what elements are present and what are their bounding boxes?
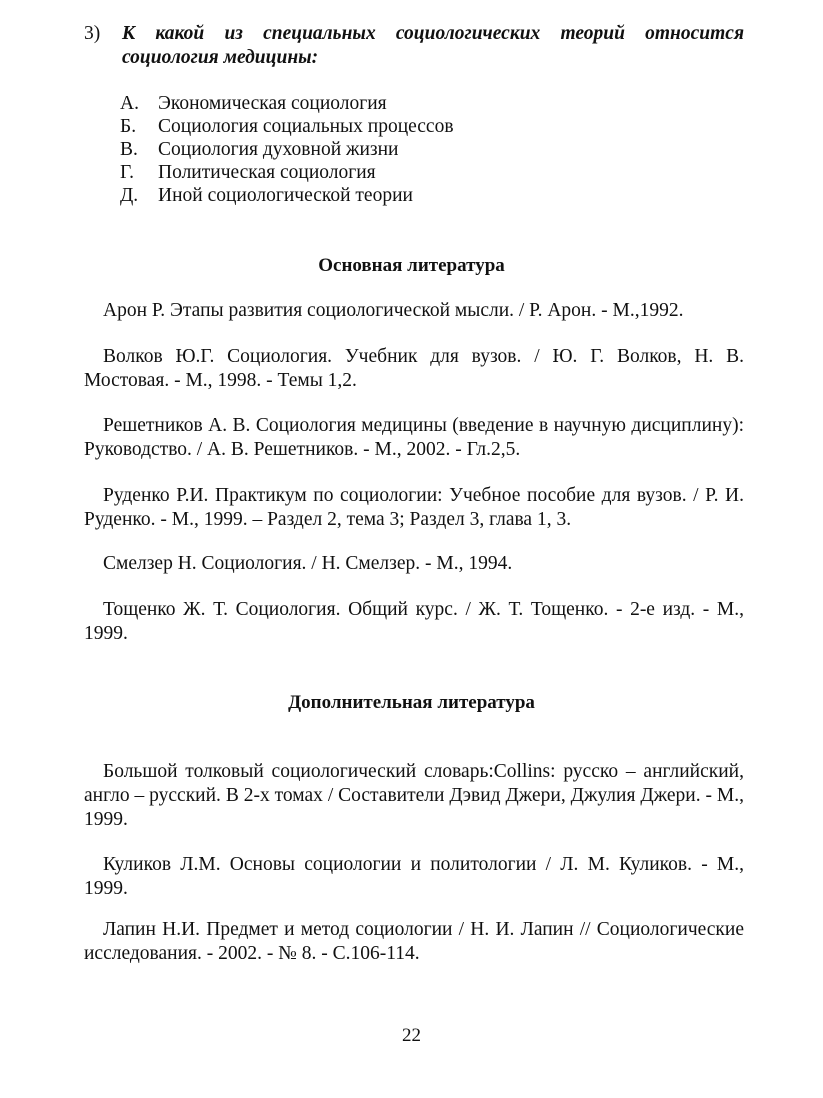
option-letter: В. (120, 139, 138, 160)
main-reference: Волков Ю.Г. Социология. Учебник для вузов. / Ю. Г. Волков, Н. В. Мостовая. - М., 1998. - Темы 1,2. (84, 346, 744, 391)
option-letter: Г. (120, 162, 134, 183)
answer-options (120, 92, 680, 207)
additional-literature-heading: Дополнительная литература (288, 692, 535, 713)
main-reference: Руденко Р.И. Практикум по социологии: Учебное пособие для вузов. / Р. И. Руденко. - М., 1999. – Раздел 2, тема 3; Раздел 3, глава 1, 3. (84, 485, 744, 530)
option-text: Иной социологической теории (158, 185, 413, 206)
option-text: Социология социальных процессов (158, 116, 454, 137)
option-text: Социология духовной жизни (158, 139, 399, 160)
answer-option (120, 115, 680, 138)
additional-reference: Лапин Н.И. Предмет и метод социологии / Н. И. Лапин // Социологические исследования. - 2002. - № 8. - С.106-114. (84, 919, 744, 964)
option-letter: Б. (120, 116, 137, 137)
additional-reference: Большой толковый социологический словарь:Collins: русско – английский, англо – русский. В 2-х томах / Составители Дэвид Джери, Джулия Джери. - М., 1999. (84, 761, 744, 830)
answer-option (120, 184, 680, 207)
answer-option (120, 92, 680, 115)
page-number: 22 (402, 1025, 421, 1046)
main-reference: Решетников А. В. Социология медицины (введение в научную дисциплину): Руководство. / А. В. Решетников. - М., 2002. - Гл.2,5. (84, 415, 744, 460)
option-text: Политическая социология (158, 162, 376, 183)
main-reference: Тощенко Ж. Т. Социология. Общий курс. / Ж. Т. Тощенко. - 2-е изд. - М., 1999. (84, 599, 744, 644)
additional-reference: Куликов Л.М. Основы социологии и политологии / Л. М. Куликов. - М., 1999. (84, 854, 744, 899)
question-number: 3) (84, 23, 101, 44)
answer-option (120, 138, 680, 161)
option-letter: А. (120, 93, 139, 114)
question-text: К какой из специальных социологических теорий относится социология медицины: (122, 23, 744, 68)
option-letter: Д. (120, 185, 139, 206)
main-reference: Смелзер Н. Социология. / Н. Смелзер. - М., 1994. (103, 553, 513, 574)
test-question (84, 22, 744, 70)
option-text: Экономическая социология (158, 93, 387, 114)
main-reference: Арон Р. Этапы развития социологической мысли. / Р. Арон. - М.,1992. (103, 300, 684, 321)
answer-option (120, 161, 680, 184)
main-literature-heading: Основная литература (318, 255, 505, 276)
